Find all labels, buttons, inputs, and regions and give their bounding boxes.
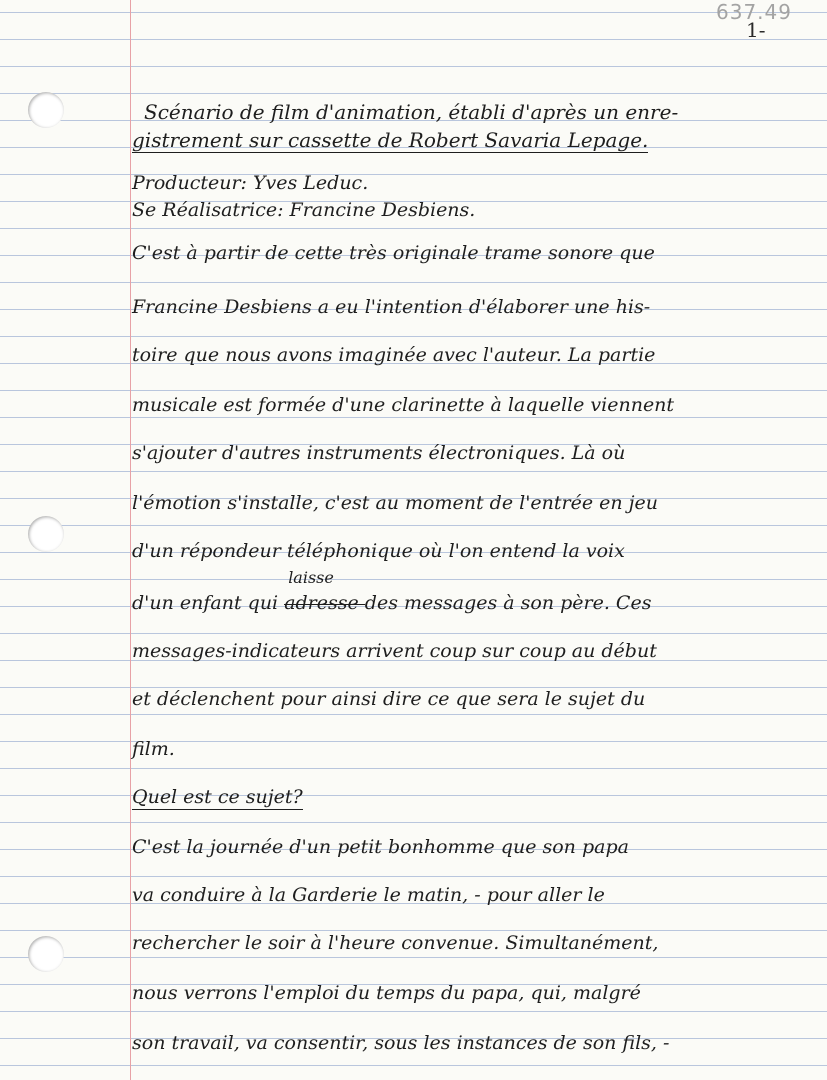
section-heading: Quel est ce sujet?	[132, 786, 303, 808]
archive-number: 637.49	[716, 0, 792, 24]
title-line-1: Scénario de film d'animation, établi d'après un enre-	[144, 100, 679, 124]
body-line: toire que nous avons imaginée avec l'auteur. La partie	[132, 344, 656, 366]
body-line: l'émotion s'installe, c'est au moment de l'entrée en jeu	[132, 492, 659, 514]
body-line-with-correction	[132, 568, 652, 614]
binder-hole	[28, 92, 64, 128]
body-line: d'un répondeur téléphonique où l'on entend la voix	[132, 540, 625, 562]
struck-word: adresse	[284, 592, 359, 614]
body-line: musicale est formée d'une clarinette à laquelle viennent	[132, 394, 675, 416]
body-line: rechercher le soir à l'heure convenue. Simultanément,	[132, 932, 659, 954]
body-line: et déclenchent pour ainsi dire ce que sera le sujet du	[132, 688, 646, 710]
page-number: 1-	[746, 18, 766, 42]
body-line: son travail, va consentir, sous les instances de son fils, -	[132, 1032, 670, 1054]
body-text: des messages à son père. Ces	[364, 592, 652, 614]
body-line: s'ajouter d'autres instruments électroniques. Là où	[132, 442, 626, 464]
inserted-word: laisse	[288, 568, 334, 587]
binder-hole	[28, 936, 64, 972]
body-line: nous verrons l'emploi du temps du papa, qui, malgré	[132, 982, 641, 1004]
struck-word-wrap	[284, 568, 365, 614]
body-line: C'est à partir de cette très originale trame sonore que	[132, 242, 655, 264]
binder-hole	[28, 516, 64, 552]
body-line: va conduire à la Garderie le matin, - pour aller le	[132, 884, 605, 906]
body-text: d'un enfant qui	[132, 592, 279, 614]
body-line: C'est la journée d'un petit bonhomme que son papa	[132, 836, 629, 858]
margin-line	[130, 0, 131, 1080]
producer-credit: Producteur: Yves Leduc.	[132, 172, 369, 194]
director-credit: Se Réalisatrice: Francine Desbiens.	[132, 199, 476, 221]
body-line: film.	[132, 738, 175, 760]
body-line: Francine Desbiens a eu l'intention d'élaborer une his-	[132, 296, 651, 318]
title-line-2: gistrement sur cassette de Robert Savaria Lepage.	[132, 128, 649, 152]
body-line: messages-indicateurs arrivent coup sur coup au début	[132, 640, 657, 662]
